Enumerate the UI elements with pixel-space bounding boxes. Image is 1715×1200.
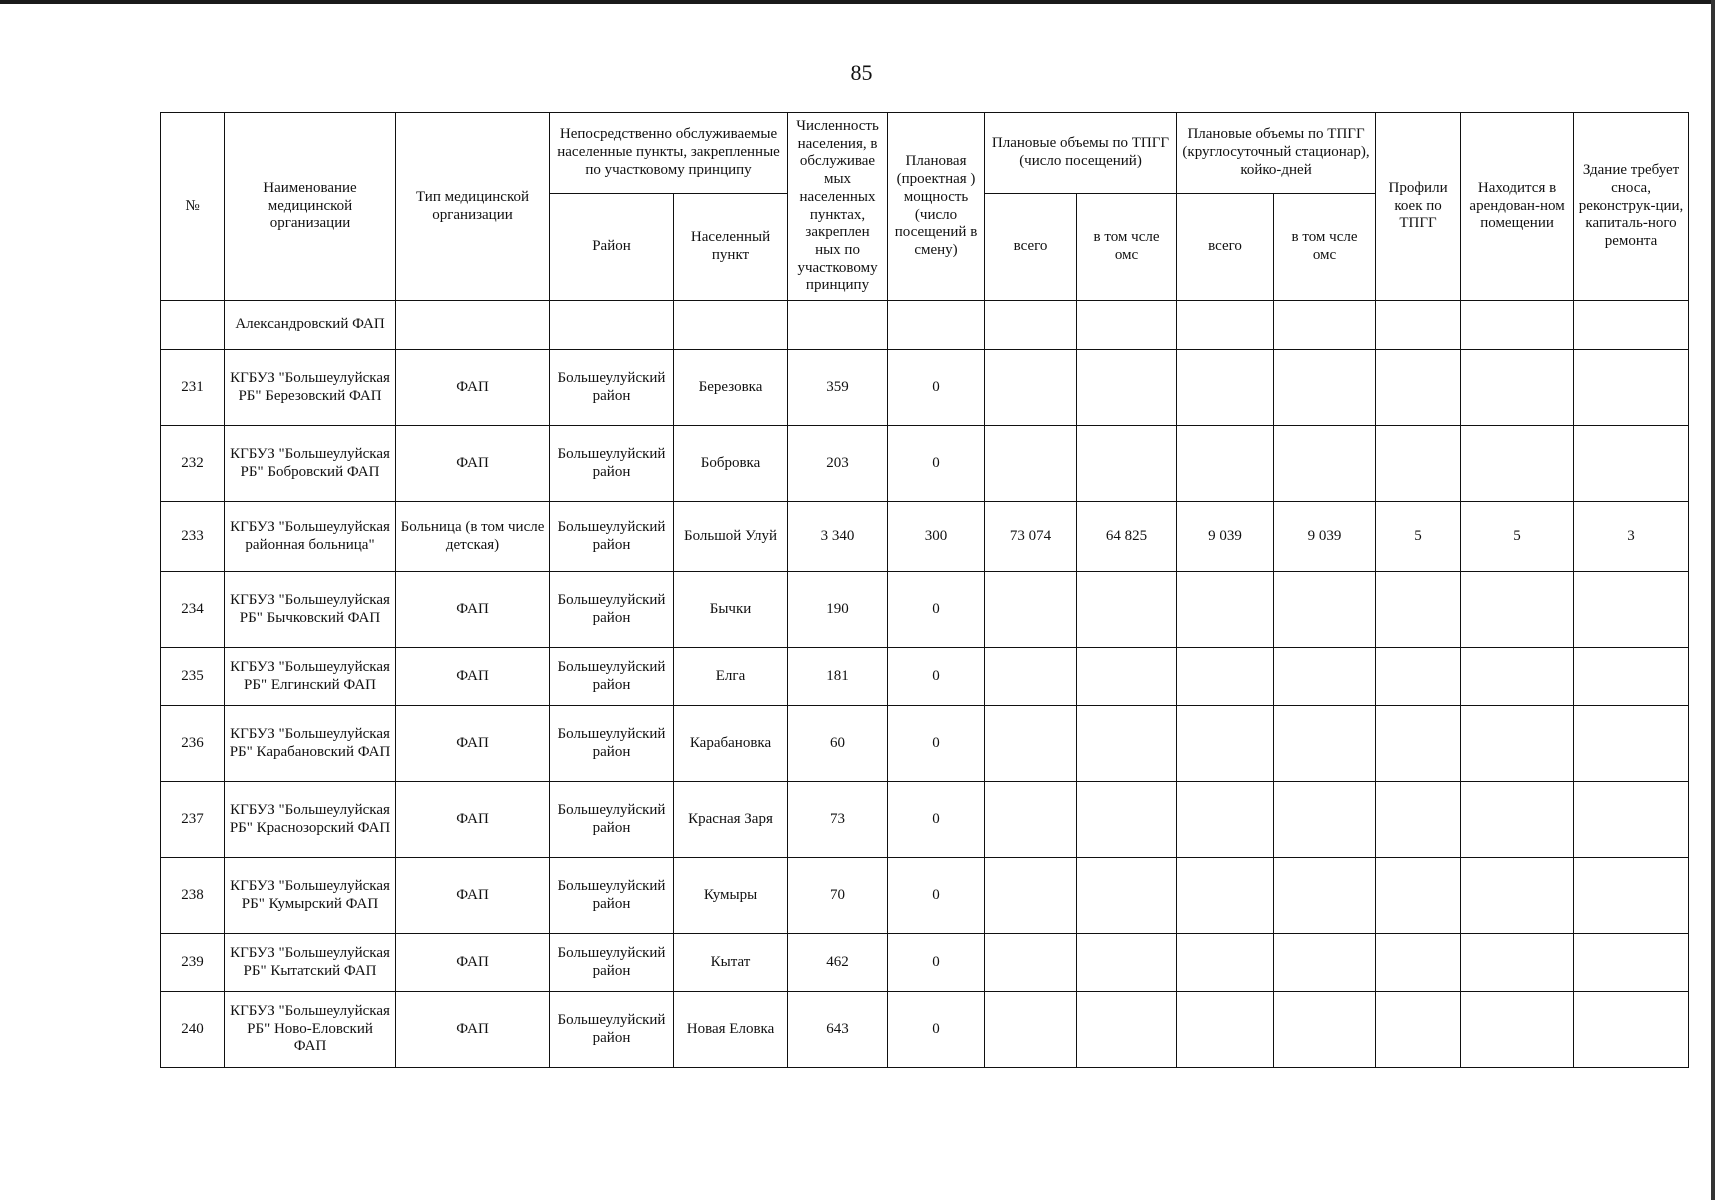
cell-org-type: ФАП xyxy=(396,934,550,992)
cell-num: 234 xyxy=(161,572,225,648)
cell-population: 462 xyxy=(788,934,888,992)
cell-population: 203 xyxy=(788,426,888,502)
cell-rented xyxy=(1461,350,1574,426)
cell-district: Большеулуйский район xyxy=(550,934,674,992)
cell-district: Большеулуйский район xyxy=(550,992,674,1068)
cell-org-type: ФАП xyxy=(396,648,550,706)
cell-profiles xyxy=(1376,648,1461,706)
header-visits-oms: в том чсле омс xyxy=(1077,194,1177,301)
header-row-1 xyxy=(161,113,1689,194)
cell-district xyxy=(550,301,674,350)
table-row xyxy=(161,992,1689,1068)
cell-visits-total xyxy=(985,782,1077,858)
header-served-points: Непосредственно обслуживаемые населенные пункты, закрепленные по участковому принципу xyxy=(550,113,788,194)
header-beds-total: всего xyxy=(1177,194,1274,301)
cell-visits-oms xyxy=(1077,858,1177,934)
table-row-continued xyxy=(161,301,1689,350)
cell-capacity: 0 xyxy=(888,426,985,502)
cell-beds-oms xyxy=(1274,782,1376,858)
cell-visits-total: 73 074 xyxy=(985,502,1077,572)
header-num: № xyxy=(161,113,225,301)
cell-beds-oms xyxy=(1274,572,1376,648)
cell-org-type: ФАП xyxy=(396,992,550,1068)
cell-beds-total xyxy=(1177,426,1274,502)
cell-num: 232 xyxy=(161,426,225,502)
cell-building xyxy=(1574,782,1689,858)
cell-district: Большеулуйский район xyxy=(550,350,674,426)
cell-visits-total xyxy=(985,706,1077,782)
cell-visits-total xyxy=(985,648,1077,706)
cell-building: 3 xyxy=(1574,502,1689,572)
cell-capacity: 0 xyxy=(888,858,985,934)
cell-visits-total xyxy=(985,572,1077,648)
cell-visits-total xyxy=(985,934,1077,992)
cell-profiles xyxy=(1376,934,1461,992)
cell-settlement: Бобровка xyxy=(674,426,788,502)
cell-rented xyxy=(1461,648,1574,706)
cell-population: 181 xyxy=(788,648,888,706)
cell-rented xyxy=(1461,782,1574,858)
cell-num: 236 xyxy=(161,706,225,782)
cell-profiles xyxy=(1376,992,1461,1068)
cell-building xyxy=(1574,426,1689,502)
cell-building xyxy=(1574,350,1689,426)
cell-num: 240 xyxy=(161,992,225,1068)
cell-org-name: КГБУЗ "Большеулуйская РБ" Краснозорский ФАП xyxy=(225,782,396,858)
cell-building xyxy=(1574,648,1689,706)
header-visits: Плановые объемы по ТПГГ (число посещений) xyxy=(985,113,1177,194)
scan-edge-top xyxy=(0,0,1715,4)
cell-num: 231 xyxy=(161,350,225,426)
cell-num: 238 xyxy=(161,858,225,934)
cell-org-type: ФАП xyxy=(396,350,550,426)
cell-capacity: 0 xyxy=(888,992,985,1068)
cell-org-type: ФАП xyxy=(396,706,550,782)
header-visits-total: всего xyxy=(985,194,1077,301)
cell-building xyxy=(1574,572,1689,648)
table-row xyxy=(161,350,1689,426)
cell-beds-total xyxy=(1177,350,1274,426)
cell-beds-total xyxy=(1177,706,1274,782)
table-row xyxy=(161,782,1689,858)
cell-rented xyxy=(1461,426,1574,502)
cell-settlement: Бычки xyxy=(674,572,788,648)
cell-org-name: КГБУЗ "Большеулуйская РБ" Березовский ФАП xyxy=(225,350,396,426)
cell-visits-oms xyxy=(1077,782,1177,858)
cell-org-name: КГБУЗ "Большеулуйская районная больница" xyxy=(225,502,396,572)
cell-org-type: Больница (в том числе детская) xyxy=(396,502,550,572)
cell-rented xyxy=(1461,992,1574,1068)
cell-beds-total xyxy=(1177,301,1274,350)
table-row xyxy=(161,426,1689,502)
cell-visits-oms xyxy=(1077,572,1177,648)
cell-capacity: 0 xyxy=(888,572,985,648)
cell-beds-oms xyxy=(1274,992,1376,1068)
cell-rented xyxy=(1461,572,1574,648)
header-org-name: Наименование медицинской организации xyxy=(225,113,396,301)
cell-org-name: КГБУЗ "Большеулуйская РБ" Ново-Еловский ФАП xyxy=(225,992,396,1068)
cell-rented xyxy=(1461,301,1574,350)
cell-beds-oms xyxy=(1274,350,1376,426)
cell-capacity: 0 xyxy=(888,648,985,706)
cell-district: Большеулуйский район xyxy=(550,782,674,858)
cell-num: 239 xyxy=(161,934,225,992)
cell-visits-oms xyxy=(1077,301,1177,350)
cell-capacity: 0 xyxy=(888,350,985,426)
cell-beds-total xyxy=(1177,648,1274,706)
cell-building xyxy=(1574,934,1689,992)
cell-capacity: 0 xyxy=(888,782,985,858)
cell-beds-total xyxy=(1177,934,1274,992)
cell-district: Большеулуйский район xyxy=(550,572,674,648)
header-rented: Находится в арендован-ном помещении xyxy=(1461,113,1574,301)
cell-settlement: Кумыры xyxy=(674,858,788,934)
cell-capacity: 0 xyxy=(888,934,985,992)
cell-building xyxy=(1574,992,1689,1068)
cell-visits-total xyxy=(985,301,1077,350)
cell-visits-oms xyxy=(1077,426,1177,502)
cell-profiles xyxy=(1376,858,1461,934)
cell-org-type: ФАП xyxy=(396,782,550,858)
cell-population: 70 xyxy=(788,858,888,934)
header-org-type: Тип медицинской организации xyxy=(396,113,550,301)
table-row xyxy=(161,572,1689,648)
cell-rented: 5 xyxy=(1461,502,1574,572)
cell-settlement: Елга xyxy=(674,648,788,706)
header-population: Численность населения, в обслуживае мых населенных пунктах, закреплен ных по участковому принципу xyxy=(788,113,888,301)
cell-visits-oms xyxy=(1077,648,1177,706)
cell-population: 3 340 xyxy=(788,502,888,572)
header-building: Здание требует сноса, реконструк-ции, капиталь-ного ремонта xyxy=(1574,113,1689,301)
cell-profiles xyxy=(1376,301,1461,350)
cell-population: 190 xyxy=(788,572,888,648)
cell-visits-oms xyxy=(1077,992,1177,1068)
cell-num xyxy=(161,301,225,350)
page-number: 85 xyxy=(850,60,873,85)
cell-org-name: КГБУЗ "Большеулуйская РБ" Кумырский ФАП xyxy=(225,858,396,934)
header-beds-oms: в том чсле омс xyxy=(1274,194,1376,301)
cell-org-name: КГБУЗ "Большеулуйская РБ" Карабановский ФАП xyxy=(225,706,396,782)
cell-num: 235 xyxy=(161,648,225,706)
header-capacity: Плановая (проектная ) мощность (число посещений в смену) xyxy=(888,113,985,301)
cell-settlement: Кытат xyxy=(674,934,788,992)
cell-beds-oms xyxy=(1274,301,1376,350)
cell-capacity: 300 xyxy=(888,502,985,572)
cell-capacity xyxy=(888,301,985,350)
cell-org-name: Александровский ФАП xyxy=(225,301,396,350)
cell-beds-oms xyxy=(1274,648,1376,706)
cell-rented xyxy=(1461,934,1574,992)
cell-visits-oms xyxy=(1077,934,1177,992)
cell-settlement: Красная Заря xyxy=(674,782,788,858)
cell-beds-total: 9 039 xyxy=(1177,502,1274,572)
cell-visits-total xyxy=(985,350,1077,426)
cell-visits-oms xyxy=(1077,350,1177,426)
table-row xyxy=(161,934,1689,992)
cell-org-type: ФАП xyxy=(396,572,550,648)
cell-beds-oms xyxy=(1274,426,1376,502)
cell-profiles xyxy=(1376,350,1461,426)
cell-beds-total xyxy=(1177,572,1274,648)
cell-visits-total xyxy=(985,992,1077,1068)
cell-building xyxy=(1574,301,1689,350)
cell-settlement xyxy=(674,301,788,350)
cell-org-name: КГБУЗ "Большеулуйская РБ" Бычковский ФАП xyxy=(225,572,396,648)
cell-profiles xyxy=(1376,426,1461,502)
cell-visits-total xyxy=(985,858,1077,934)
medical-organizations-table xyxy=(160,112,1689,1068)
scan-edge-right xyxy=(1711,0,1715,1200)
table-row xyxy=(161,706,1689,782)
cell-capacity: 0 xyxy=(888,706,985,782)
cell-profiles xyxy=(1376,572,1461,648)
header-settlement: Населенный пункт xyxy=(674,194,788,301)
cell-rented xyxy=(1461,706,1574,782)
cell-building xyxy=(1574,706,1689,782)
cell-org-type xyxy=(396,301,550,350)
cell-num: 233 xyxy=(161,502,225,572)
cell-settlement: Большой Улуй xyxy=(674,502,788,572)
cell-beds-total xyxy=(1177,782,1274,858)
table-row xyxy=(161,648,1689,706)
cell-district: Большеулуйский район xyxy=(550,858,674,934)
cell-profiles xyxy=(1376,782,1461,858)
cell-org-type: ФАП xyxy=(396,426,550,502)
header-district: Район xyxy=(550,194,674,301)
cell-population xyxy=(788,301,888,350)
cell-settlement: Березовка xyxy=(674,350,788,426)
cell-settlement: Новая Еловка xyxy=(674,992,788,1068)
cell-org-name: КГБУЗ "Большеулуйская РБ" Кытатский ФАП xyxy=(225,934,396,992)
header-beds: Плановые объемы по ТПГГ (круглосуточный стационар), койко-дней xyxy=(1177,113,1376,194)
cell-num: 237 xyxy=(161,782,225,858)
header-profiles: Профили коек по ТПГГ xyxy=(1376,113,1461,301)
cell-beds-oms xyxy=(1274,934,1376,992)
cell-rented xyxy=(1461,858,1574,934)
cell-population: 73 xyxy=(788,782,888,858)
cell-settlement: Карабановка xyxy=(674,706,788,782)
cell-visits-total xyxy=(985,426,1077,502)
table-row xyxy=(161,502,1689,572)
cell-beds-total xyxy=(1177,858,1274,934)
cell-org-type: ФАП xyxy=(396,858,550,934)
cell-profiles xyxy=(1376,706,1461,782)
cell-beds-oms xyxy=(1274,858,1376,934)
cell-district: Большеулуйский район xyxy=(550,706,674,782)
cell-org-name: КГБУЗ "Большеулуйская РБ" Бобровский ФАП xyxy=(225,426,396,502)
cell-visits-oms xyxy=(1077,706,1177,782)
cell-profiles: 5 xyxy=(1376,502,1461,572)
table-body xyxy=(161,301,1689,1068)
cell-visits-oms: 64 825 xyxy=(1077,502,1177,572)
table-row xyxy=(161,858,1689,934)
cell-population: 60 xyxy=(788,706,888,782)
cell-building xyxy=(1574,858,1689,934)
cell-population: 643 xyxy=(788,992,888,1068)
cell-population: 359 xyxy=(788,350,888,426)
cell-district: Большеулуйский район xyxy=(550,648,674,706)
cell-org-name: КГБУЗ "Большеулуйская РБ" Елгинский ФАП xyxy=(225,648,396,706)
cell-district: Большеулуйский район xyxy=(550,502,674,572)
cell-district: Большеулуйский район xyxy=(550,426,674,502)
cell-beds-oms: 9 039 xyxy=(1274,502,1376,572)
cell-beds-total xyxy=(1177,992,1274,1068)
cell-beds-oms xyxy=(1274,706,1376,782)
